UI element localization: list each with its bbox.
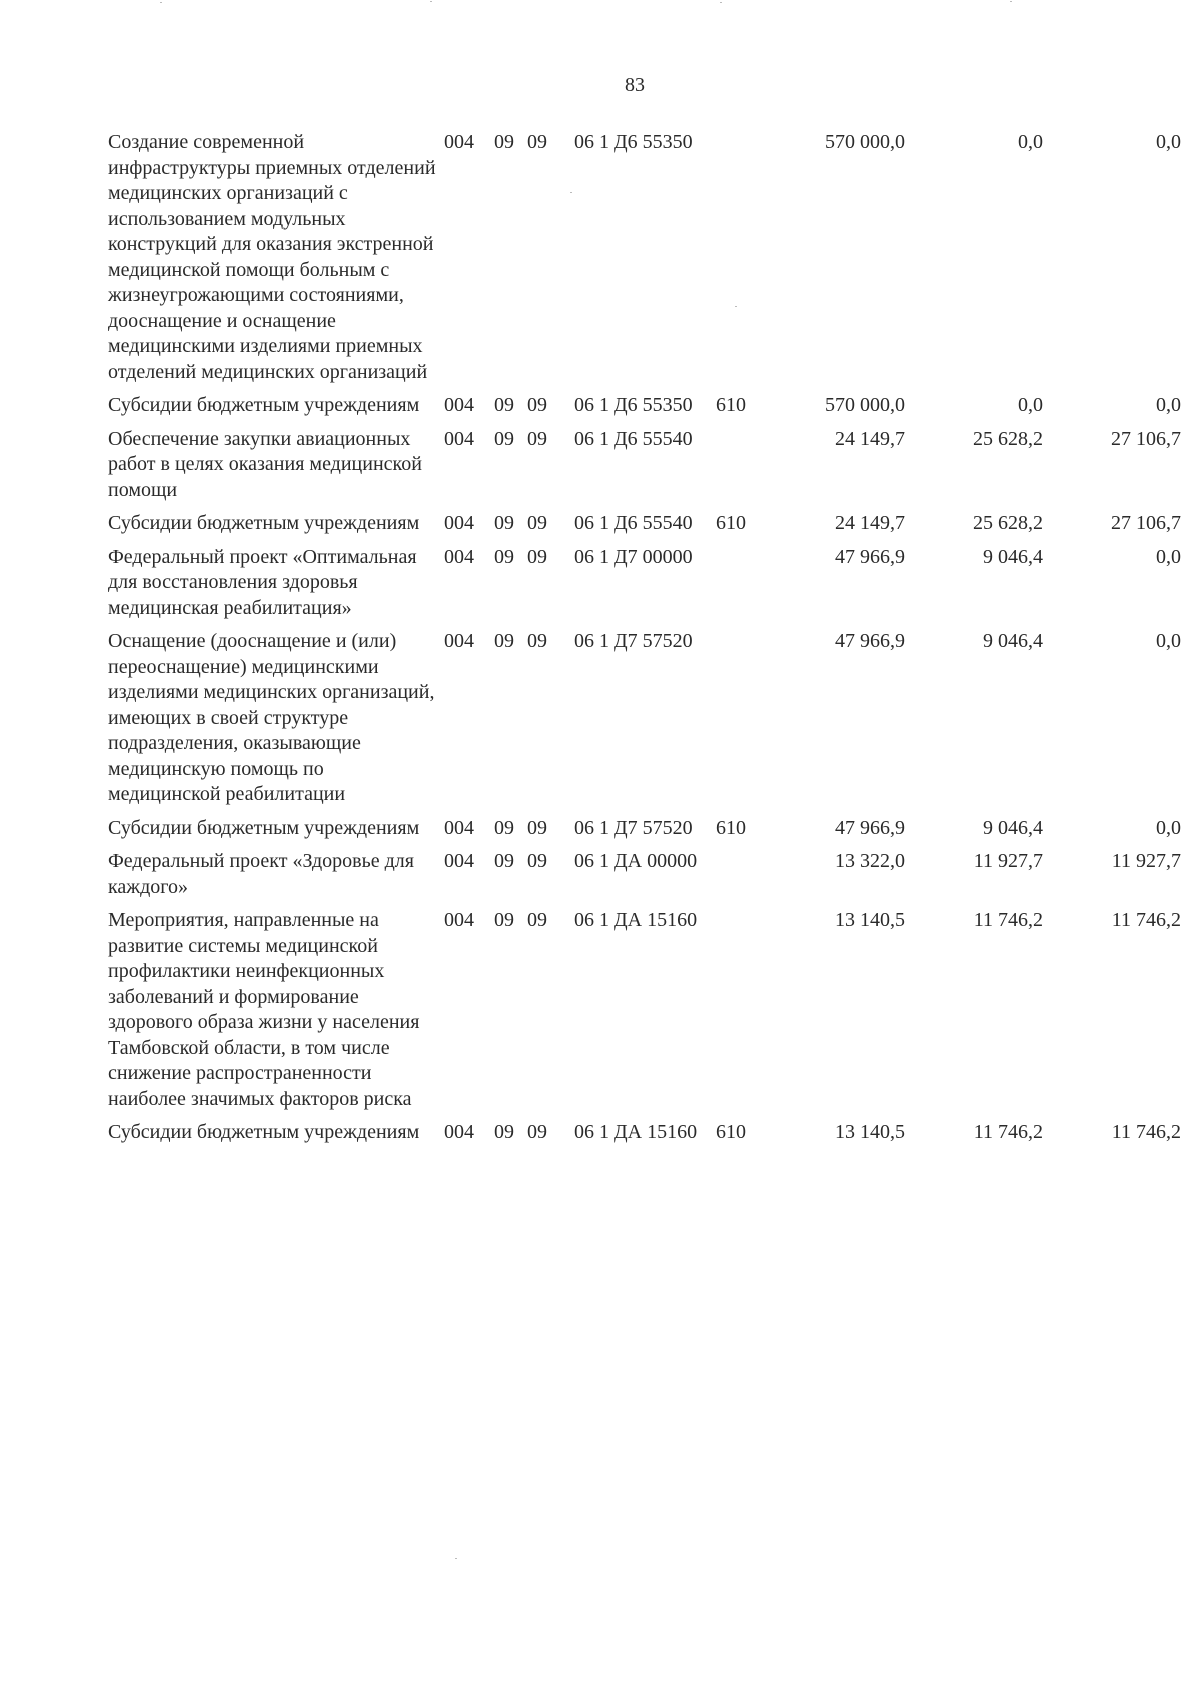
row-subsection: 09 — [527, 1121, 547, 1143]
table-row — [108, 545, 1181, 630]
row-target-article: 06 1 Д6 55540 — [574, 427, 693, 450]
row-subsection: 09 — [527, 394, 547, 416]
row-amount-2: 0,0 — [1018, 394, 1043, 416]
row-amount-2: 25 628,2 — [973, 512, 1043, 534]
row-amount-3: 0,0 — [1156, 630, 1181, 652]
row-section: 09 — [494, 512, 514, 534]
row-expense-kind — [716, 427, 768, 512]
row-amount-2: 25 628,2 — [973, 427, 1043, 450]
row-expense-kind — [716, 908, 768, 1120]
table-row — [108, 816, 1181, 850]
table-row — [108, 511, 1181, 545]
row-expense-kind: 610 — [716, 512, 746, 534]
row-amount-3: 0,0 — [1156, 816, 1181, 839]
row-amount-2: 11 746,2 — [973, 1121, 1043, 1143]
row-section: 09 — [494, 630, 514, 652]
row-section: 09 — [494, 1121, 514, 1143]
row-amount-1: 13 140,5 — [835, 1121, 905, 1143]
row-code: 004 — [444, 427, 474, 450]
row-amount-1: 13 322,0 — [835, 850, 905, 872]
row-amount-3: 11 746,2 — [1111, 1121, 1181, 1143]
row-expense-kind: 610 — [716, 394, 746, 416]
row-amount-2: 11 746,2 — [973, 909, 1043, 931]
row-code: 004 — [444, 630, 474, 652]
row-name: Субсидии бюджетным учреждениям — [108, 394, 420, 416]
row-subsection: 09 — [527, 131, 547, 153]
row-target-article: 06 1 Д7 00000 — [574, 545, 693, 568]
row-section: 09 — [494, 850, 514, 872]
row-amount-1: 570 000,0 — [825, 131, 905, 153]
row-name: Создание современной инфраструктуры приемных отделений медицинских организаций с использованием модульных конструкций для оказания экстренной медицинской помощи больным с жизнеугрожающими состояниями, дооснащение и оснащение медицинскими изделиями приемных отделений медицинских организаций — [108, 131, 436, 383]
row-name: Субсидии бюджетным учреждениям — [108, 1121, 420, 1143]
row-code: 004 — [444, 816, 474, 839]
row-amount-1: 47 966,9 — [835, 630, 905, 652]
row-section: 09 — [494, 909, 514, 931]
row-subsection: 09 — [527, 545, 547, 568]
row-amount-3: 27 106,7 — [1111, 427, 1181, 450]
row-name: Оснащение (дооснащение и (или) переоснащение) медицинскими изделиями медицинских организаций, имеющих в своей структуре подразделения, оказывающие медицинскую помощь по медицинской реабилитации — [108, 630, 435, 805]
row-section: 09 — [494, 131, 514, 153]
row-name: Мероприятия, направленные на развитие системы медицинской профилактики неинфекционных заболеваний и формирование здорового образа жизни у населения Тамбовской области, в том числе снижение распространенности наиболее значимых факторов риска — [108, 909, 420, 1110]
row-amount-2: 9 046,4 — [983, 545, 1043, 568]
row-expense-kind — [716, 629, 768, 816]
row-target-article: 06 1 ДА 15160 — [574, 1121, 698, 1143]
row-target-article: 06 1 ДА 00000 — [574, 850, 698, 872]
row-amount-2: 11 927,7 — [973, 850, 1043, 872]
row-code: 004 — [444, 394, 474, 416]
row-subsection: 09 — [527, 427, 547, 450]
table-row — [108, 130, 1181, 393]
table-row — [108, 393, 1181, 427]
budget-table-body — [108, 130, 1181, 1154]
row-name: Федеральный проект «Оптимальная для восстановления здоровья медицинская реабилитация» — [108, 545, 417, 619]
table-row — [108, 908, 1181, 1120]
row-amount-3: 0,0 — [1156, 394, 1181, 416]
row-name: Субсидии бюджетным учреждениям — [108, 816, 420, 839]
row-amount-1: 47 966,9 — [835, 816, 905, 839]
row-subsection: 09 — [527, 816, 547, 839]
budget-table — [108, 130, 1181, 1154]
row-expense-kind — [716, 545, 768, 630]
row-amount-2: 0,0 — [1018, 131, 1043, 153]
row-amount-3: 11 927,7 — [1111, 850, 1181, 872]
row-section: 09 — [494, 427, 514, 450]
row-section: 09 — [494, 545, 514, 568]
row-amount-1: 13 140,5 — [835, 909, 905, 931]
table-row — [108, 849, 1181, 908]
row-section: 09 — [494, 394, 514, 416]
row-code: 004 — [444, 545, 474, 568]
row-amount-1: 47 966,9 — [835, 545, 905, 568]
row-name: Обеспечение закупки авиационных работ в целях оказания медицинской помощи — [108, 427, 422, 501]
row-expense-kind — [716, 849, 768, 908]
table-row — [108, 629, 1181, 816]
row-code: 004 — [444, 850, 474, 872]
table-row — [108, 1120, 1181, 1154]
page-number: 83 — [625, 74, 645, 96]
row-amount-3: 11 746,2 — [1111, 909, 1181, 931]
row-target-article: 06 1 Д6 55350 — [574, 131, 693, 153]
row-name: Субсидии бюджетным учреждениям — [108, 512, 420, 534]
row-amount-1: 570 000,0 — [825, 394, 905, 416]
row-subsection: 09 — [527, 630, 547, 652]
row-target-article: 06 1 Д6 55540 — [574, 512, 693, 534]
row-section: 09 — [494, 816, 514, 839]
row-amount-3: 27 106,7 — [1111, 512, 1181, 534]
row-amount-3: 0,0 — [1156, 545, 1181, 568]
row-amount-1: 24 149,7 — [835, 427, 905, 450]
row-amount-1: 24 149,7 — [835, 512, 905, 534]
row-subsection: 09 — [527, 850, 547, 872]
row-subsection: 09 — [527, 909, 547, 931]
row-target-article: 06 1 ДА 15160 — [574, 909, 698, 931]
row-target-article: 06 1 Д7 57520 — [574, 630, 693, 652]
row-code: 004 — [444, 131, 474, 153]
row-expense-kind: 610 — [716, 816, 746, 839]
row-expense-kind: 610 — [716, 1121, 746, 1143]
row-target-article: 06 1 Д6 55350 — [574, 394, 693, 416]
row-code: 004 — [444, 1121, 474, 1143]
row-name: Федеральный проект «Здоровье для каждого» — [108, 850, 414, 898]
row-code: 004 — [444, 909, 474, 931]
row-expense-kind — [716, 130, 768, 393]
row-target-article: 06 1 Д7 57520 — [574, 816, 693, 839]
row-subsection: 09 — [527, 512, 547, 534]
table-row — [108, 427, 1181, 512]
row-code: 004 — [444, 512, 474, 534]
row-amount-2: 9 046,4 — [983, 816, 1043, 839]
row-amount-3: 0,0 — [1156, 131, 1181, 153]
row-amount-2: 9 046,4 — [983, 630, 1043, 652]
